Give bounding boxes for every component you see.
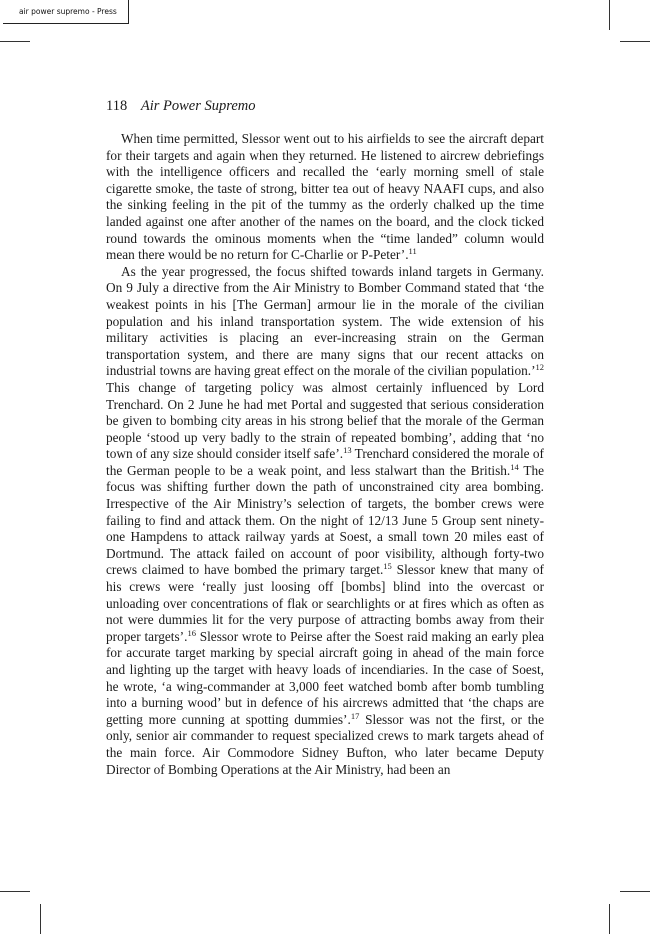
paragraph-text: Trenchard considered the morale of the German people to be a weak point, and less stalwart than the British. [106, 446, 544, 478]
paragraph-text: Slessor wrote to Peirse after the Soest raid making an early plea for accurate target marking by special aircraft going in ahead of the main force and lighting up the target with heavy loads of incendiaries. In the case of Soest, he wrote, ‘a wing-commander at 3,000 feet watched bomb after bomb tumbling into a burning wood’ but in defence of his aircrews admitted that ‘the chaps are getting more cunning at spotting dummies’. [106, 628, 544, 727]
paragraph-text: When time permitted, Slessor went out to his airfields to see the aircraft depart for their targets and again when they returned. He listened to aircrew debriefings with the intelligence officers and recalled the ‘early morning smell of stale cigarette smoke, the taste of strong, bitter tea out of heavy NAAFI cups, and also the sinking feeling in the pit of the tummy as the orderly chalked up the time landed against one after another of the names on the board, and the clock ticked round towards the ominous moments when the “time landed” column would mean there would be no return for C-Charlie or P-Peter’. [106, 131, 544, 263]
crop-mark [609, 0, 610, 30]
footnote-reference: 13 [343, 445, 352, 456]
paragraph [106, 131, 544, 264]
book-title: Air Power Supremo [140, 98, 256, 114]
paragraph-text: The focus was shifting further down the path of unconstrained city area bombing. Irrespective of the Air Ministry’s selection of targets, the bomber crews were failing to find and attack them. On the night of 12/13 June 5 Group sent ninety-one Hampdens to attack railway yards at Soest, a small town 20 miles east of Dortmund. The attack failed on account of poor visibility, although forty-two crews claimed to have bombed the primary target. [106, 462, 544, 578]
crop-mark [620, 891, 650, 892]
paragraph-text: As the year progressed, the focus shifted towards inland targets in Germany. On 9 July a directive from the Air Ministry to Bomber Command stated that ‘the weakest points in his [The German] armour lie in the morale of the civilian population and his inland transportation system. The wide extension of his military activities is placing an ever-increasing strain on the German transportation system, and there are many signs that our recent attacks on industrial towns are having great effect on the morale of the civilian population.’ [106, 263, 544, 379]
paragraph-text: Slessor was not the first, or the only, senior air commander to request specialized crews to mark targets ahead of the main force. Air Commodore Sidney Bufton, who later became Deputy Director of Bombing Operations at the Air Ministry, had been an [106, 711, 544, 777]
footnote-reference: 14 [510, 461, 519, 472]
crop-mark [609, 904, 610, 934]
footnote-reference: 12 [535, 362, 544, 373]
print-slug: air power supremo - Press [3, 0, 129, 24]
running-head [106, 98, 256, 115]
crop-mark [0, 891, 30, 892]
paragraph-text: This change of targeting policy was almost certainly influenced by Lord Trenchard. On 2 June he had met Portal and suggested that serious consideration be given to bombing city areas in his strong belief that the morale of the German people ‘stood up very badly to the strain of repeated bombing’, adding that ‘no town of any size should consider itself safe’. [106, 379, 544, 462]
paragraph [106, 264, 544, 778]
crop-mark [620, 41, 650, 42]
page-number: 118 [106, 98, 128, 114]
crop-mark [40, 904, 41, 934]
footnote-reference: 16 [187, 627, 196, 638]
crop-mark [0, 41, 30, 42]
footnote-reference: 17 [350, 710, 360, 721]
footnote-reference: 15 [383, 561, 392, 572]
paragraph-text: Slessor knew that many of his crews were ‘really just loosing off [bombs] blind into the overcast or unloading over concentrations of flak or searchlights or at fires which as often as not were dummies lit for the very purpose of attracting bombs away from their proper targets’. [106, 562, 544, 644]
body-text [106, 131, 544, 778]
footnote-reference: 11 [408, 246, 417, 257]
